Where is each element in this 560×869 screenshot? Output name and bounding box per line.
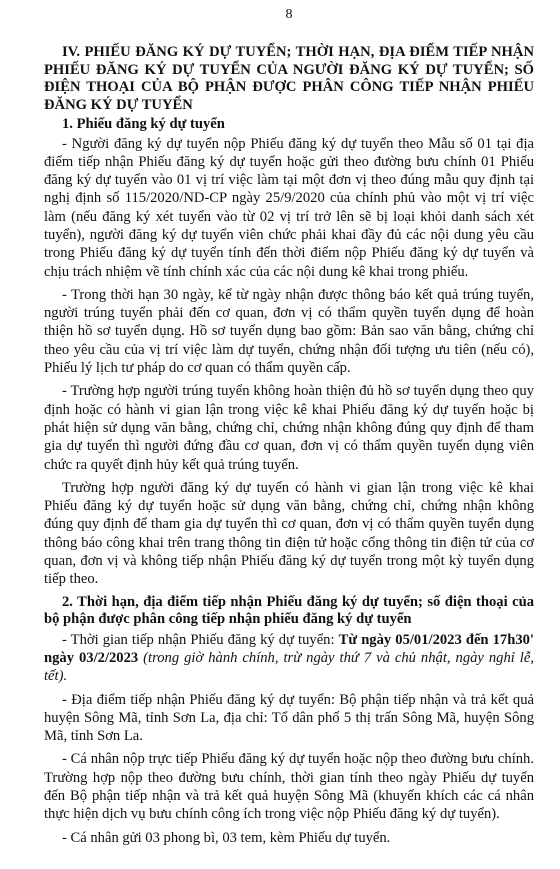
paragraph: - Địa điểm tiếp nhận Phiếu đăng ký dự tuyển: Bộ phận tiếp nhận và trả kết quả huyện Sông Mã, tỉnh Sơn La, địa chỉ: Tổ dân phố 5 thị trấn Sông Mã, huyện Sông Mã, tỉnh Sơn La. bbox=[44, 691, 534, 745]
reception-time-range: Từ ngày 05/01/2023 đến 17h30' ngày 03/2/2023 bbox=[44, 631, 534, 666]
paragraph: - Cá nhân gửi 03 phong bì, 03 tem, kèm Phiếu dự tuyển. bbox=[62, 829, 391, 846]
page-number: 8 bbox=[285, 7, 293, 22]
subsection-2-heading: 2. Thời hạn, địa điểm tiếp nhận Phiếu đăng ký dự tuyển; số điện thoại của bộ phận được phân công tiếp nhận phiếu đăng ký dự tuyển bbox=[44, 593, 534, 628]
reception-time-label: - Thời gian tiếp nhận Phiếu đăng ký dự tuyển: bbox=[62, 631, 339, 648]
subsection-1-heading: 1. Phiếu đăng ký dự tuyển bbox=[62, 116, 225, 132]
paragraph: - Trong thời hạn 30 ngày, kể từ ngày nhận được thông báo kết quả trúng tuyển, người trúng tuyển phải đến cơ quan, đơn vị có thẩm quyền tuyển dụng để hoàn thiện hồ sơ tuyển dụng. Hồ sơ tuyển dụng bao gồm: Bản sao văn bằng, chứng chỉ theo yêu cầu của vị trí việc làm dự tuyển, chứng nhận đối tượng ưu tiên (nếu có), Phiếu lý lịch tư pháp do cơ quan có thẩm quyền cấp. bbox=[44, 286, 534, 377]
reception-time-paragraph bbox=[44, 631, 534, 686]
paragraph: - Người đăng ký dự tuyển nộp Phiếu đăng ký dự tuyển theo Mẫu số 01 tại địa điểm tiếp nhận Phiếu đăng ký dự tuyển hoặc gửi theo đường bưu chính 01 Phiếu đăng ký dự tuyển vào 01 vị trí việc làm tại một đơn vị theo đúng mẫu quy định tại nghị định số 115/2020/ND-CP ngày 25/9/2020 của chính phủ vào một vị trí việc làm (nếu đăng ký xét tuyển vào từ 02 vị trí trở lên sẽ bị loại khỏi danh sách xét tuyển), người đăng ký dự tuyển viên chức phải khai đầy đủ các nội dung yêu cầu trong Phiếu đăng ký dự tuyển tính đến thời điểm nộp Phiếu đăng ký dự tuyển và chịu trách nhiệm về tính chính xác của các nội dung kê khai trong phiếu. bbox=[44, 135, 534, 280]
paragraph: - Cá nhân nộp trực tiếp Phiếu đăng ký dự tuyển hoặc nộp theo đường bưu chính. Trường hợp nộp theo đường bưu chính, thời gian tính theo ngày Phiếu dự tuyển đến Bộ phận tiếp nhận và trả kết quả huyện Sông Mã (khuyến khích các cá nhân thực hiện dịch vụ bưu chính công ích trong việc nộp Phiếu đăng ký dự tuyển). bbox=[44, 751, 534, 823]
reception-time-note: (trong giờ hành chính, trừ ngày thứ 7 và chủ nhật, ngày nghỉ lễ, tết). bbox=[44, 649, 534, 685]
section-iv-heading: IV. PHIẾU ĐĂNG KÝ DỰ TUYỂN; THỜI HẠN, ĐỊA ĐIỂM TIẾP NHẬN PHIẾU ĐĂNG KÝ DỰ TUYỂN CỦA NGƯỜI ĐĂNG KÝ DỰ TUYỂN; SỐ ĐIỆN THOẠI CỦA BỘ PHẬN ĐƯỢC PHÂN CÔNG TIẾP NHẬN PHIẾU ĐĂNG KÝ DỰ TUYỂN bbox=[44, 44, 534, 113]
paragraph: - Trường hợp người trúng tuyển không hoàn thiện đủ hồ sơ tuyển dụng theo quy định hoặc có hành vi gian lận trong việc kê khai Phiếu đăng ký dự tuyển hoặc bị phát hiện sử dụng văn bằng, chứng chỉ, chứng nhận không đúng quy định để tham gia dự tuyển thì người đứng đầu cơ quan, đơn vị có thẩm quyền tuyển dụng viên chức ra quyết định hủy kết quả trúng tuyển. bbox=[44, 383, 534, 473]
paragraph: Trường hợp người đăng ký dự tuyển có hành vi gian lận trong việc kê khai Phiếu đăng ký dự tuyển hoặc sử dụng văn bằng, chứng chỉ, chứng nhận không đúng quy định để tham gia dự tuyển thì cơ quan, đơn vị có thẩm quyền tuyển dụng thông báo công khai trên trang thông tin điện tử hoặc cổng thông tin điện tử của cơ quan, đơn vị và không tiếp nhận Phiếu đăng ký dự tuyển trong một kỳ tuyển dụng tiếp theo. bbox=[44, 479, 534, 588]
